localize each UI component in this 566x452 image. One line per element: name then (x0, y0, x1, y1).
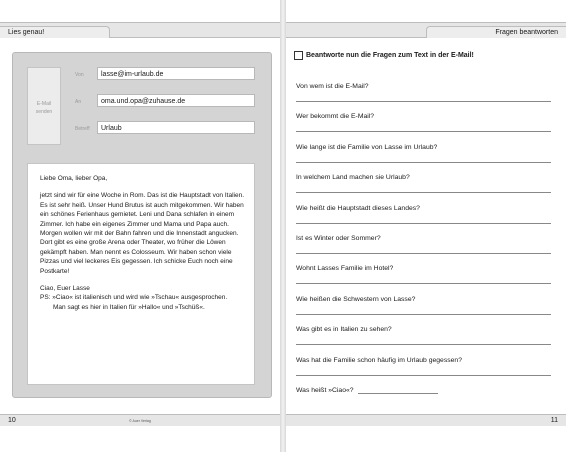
question-7-text: Wohnt Lasses Familie im Hotel? (296, 265, 394, 272)
answer-line-10[interactable] (296, 375, 551, 376)
email-paragraph-1: jetzt sind wir für eine Woche in Rom. Das ist die Hauptstadt von Italien. Es ist sehr heiß. Unser Hund Brutus ist auch mitgekommen. Wir haben ein schönes Ferienhaus gemietet. Leni und Dana schlafen in einem Zimmer. Ich habe ein eigenes Zimmer und Mama und Papa auch. (40, 192, 245, 228)
question-11-text: Was heißt »Ciao«? (296, 387, 354, 394)
question-3-text: Wie lange ist die Familie von Lasse im Urlaub? (296, 144, 438, 151)
right-header-title: Fragen beantworten (495, 29, 558, 36)
question-5 (296, 205, 551, 212)
email-ps-line-1: PS: »Ciao« ist italienisch und wird wie »Tschau« ausgesprochen. (40, 294, 228, 302)
left-publisher: © Auer Verlag (129, 419, 151, 423)
subject-label: Betreff (75, 126, 90, 132)
left-footer (0, 414, 280, 426)
email-body[interactable] (27, 163, 255, 385)
to-label: An (75, 99, 82, 105)
left-header-tab (0, 26, 110, 38)
answer-line-1[interactable] (296, 101, 551, 102)
left-header-title: Lies genau! (8, 29, 45, 36)
question-10-text: Was hat die Familie schon häufig im Urlaub gegessen? (296, 357, 462, 364)
question-1 (296, 83, 551, 90)
question-3 (296, 144, 551, 151)
question-2 (296, 113, 551, 120)
answer-line-11[interactable] (358, 387, 438, 394)
question-8 (296, 296, 551, 303)
instruction-checkbox[interactable] (294, 51, 303, 60)
question-6 (296, 235, 551, 242)
to-field[interactable]: oma.und.opa@zuhause.de (97, 94, 255, 107)
right-page (286, 0, 566, 452)
question-6-text: Ist es Winter oder Sommer? (296, 235, 381, 242)
question-11 (296, 387, 551, 394)
right-page-number: 11 (550, 417, 558, 424)
question-9 (296, 326, 551, 333)
from-label: Von (75, 72, 84, 78)
send-email-label-line2: senden (35, 109, 53, 115)
answer-line-9[interactable] (296, 344, 551, 345)
question-8-text: Wie heißen die Schwestern von Lasse? (296, 296, 416, 303)
question-9-text: Was gibt es in Italien zu sehen? (296, 326, 392, 333)
question-5-text: Wie heißt die Hauptstadt dieses Landes? (296, 205, 420, 212)
question-1-text: Von wem ist die E-Mail? (296, 83, 369, 90)
answer-line-7[interactable] (296, 283, 551, 284)
right-header-tab (426, 26, 566, 38)
answer-line-6[interactable] (296, 253, 551, 254)
email-window (12, 52, 272, 398)
answer-line-4[interactable] (296, 192, 551, 193)
from-field[interactable]: lasse@im-urlaub.de (97, 67, 255, 80)
email-ps-line-2: Man sagt es hier in Italien für »Hallo« und »Tschüß«. (53, 303, 205, 311)
question-2-text: Wer bekommt die E-Mail? (296, 113, 375, 120)
right-footer (286, 414, 566, 426)
left-page (0, 0, 280, 452)
instruction-text: Beantworte nun die Fragen zum Text in der E-Mail! (306, 52, 474, 59)
send-email-button[interactable] (27, 67, 61, 145)
answer-line-5[interactable] (296, 223, 551, 224)
question-4 (296, 174, 551, 181)
question-4-text: In welchem Land machen sie Urlaub? (296, 174, 410, 181)
send-email-label-line1: E-Mail (36, 101, 52, 107)
answer-line-8[interactable] (296, 314, 551, 315)
email-paragraph-2: Morgen wollen wir mit der Bahn fahren und die Innenstadt angucken. Dort gibt es eine große Arena oder Theater, wo früher die Löwen gekämpft haben. Man nennt es Colosseum. Wir haben schon viele Pizzas und viel leckeres Eis gegessen. Ich schicke Euch noch eine Postkarte! (40, 230, 239, 275)
send-email-label (28, 100, 60, 116)
question-7 (296, 265, 551, 272)
email-closing: Ciao, Euer Lasse (40, 285, 90, 293)
question-10 (296, 357, 551, 364)
email-greeting: Liebe Oma, lieber Opa, (40, 175, 108, 182)
answer-line-2[interactable] (296, 131, 551, 132)
subject-field[interactable]: Urlaub (97, 121, 255, 134)
answer-line-3[interactable] (296, 162, 551, 163)
left-page-number: 10 (8, 417, 16, 424)
